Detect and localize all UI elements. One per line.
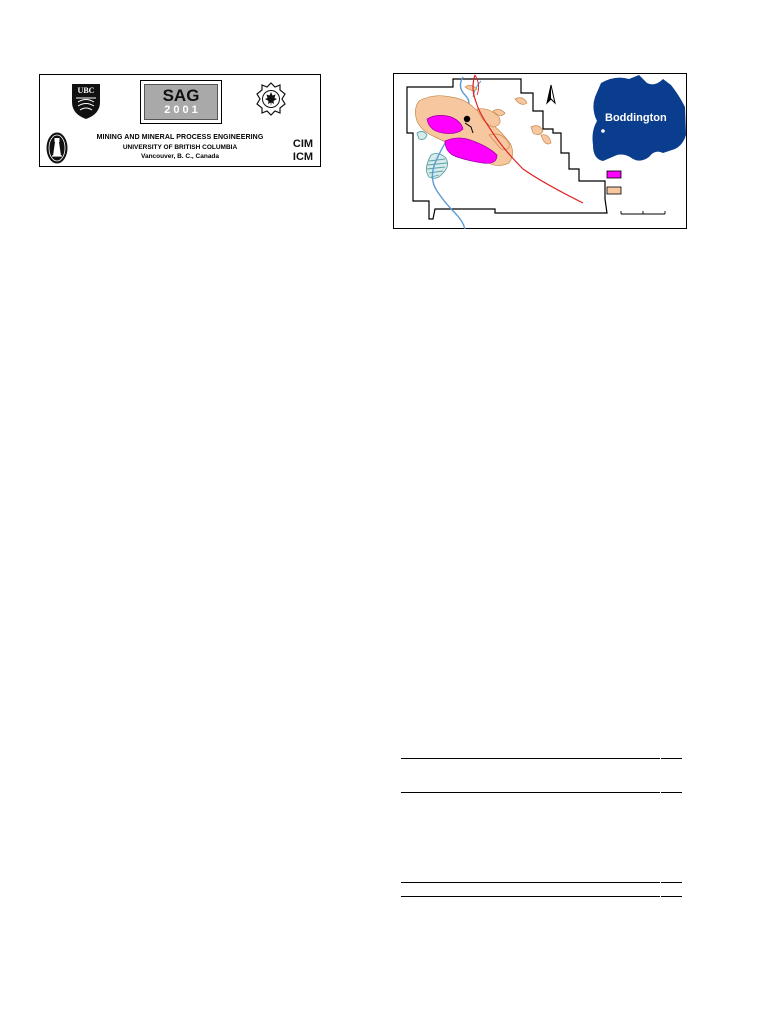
sag-badge-inner xyxy=(144,84,218,120)
sag-2001-badge xyxy=(140,80,222,124)
conference-university: UNIVERSITY OF BRITISH COLUMBIA xyxy=(122,144,238,151)
australia-inset-map xyxy=(593,75,687,161)
table-rule-header-right xyxy=(661,792,682,793)
table-rule-body-end xyxy=(401,882,660,883)
table-rule-header xyxy=(401,792,660,793)
cim-icm-logo xyxy=(292,136,314,162)
conference-header-box xyxy=(39,74,321,167)
boddington-locator-dot xyxy=(601,129,605,133)
mine-site-marker xyxy=(464,116,470,122)
map-canvas xyxy=(393,73,687,229)
cim-logo-text-bottom: ICM xyxy=(292,151,314,162)
table-rule-bottom-right xyxy=(661,896,682,897)
ubc-logo-text: UBC xyxy=(77,86,95,95)
conference-program-title: MINING AND MINERAL PROCESS ENGINEERING xyxy=(96,134,264,141)
legend-swatch-tan xyxy=(607,187,621,194)
inset-boddington-label: Boddington xyxy=(605,112,667,124)
legend-swatch-magenta xyxy=(607,171,621,178)
sag-badge-year: 2001 xyxy=(164,104,201,116)
cim-logo-text-top: CIM xyxy=(292,138,314,150)
conference-location: Vancouver, B. C., Canada xyxy=(140,153,220,160)
sag-badge-title: SAG xyxy=(162,86,200,105)
maple-leaf-emblem-logo xyxy=(256,82,286,116)
table-rule-body-end-right xyxy=(661,882,682,883)
miner-oval-logo xyxy=(46,132,68,164)
boddington-location-map xyxy=(393,73,687,229)
table-rule-top xyxy=(401,758,660,759)
ubc-crest-logo xyxy=(70,82,102,120)
table-rule-top-right xyxy=(661,758,682,759)
table-rule-bottom xyxy=(401,896,660,897)
